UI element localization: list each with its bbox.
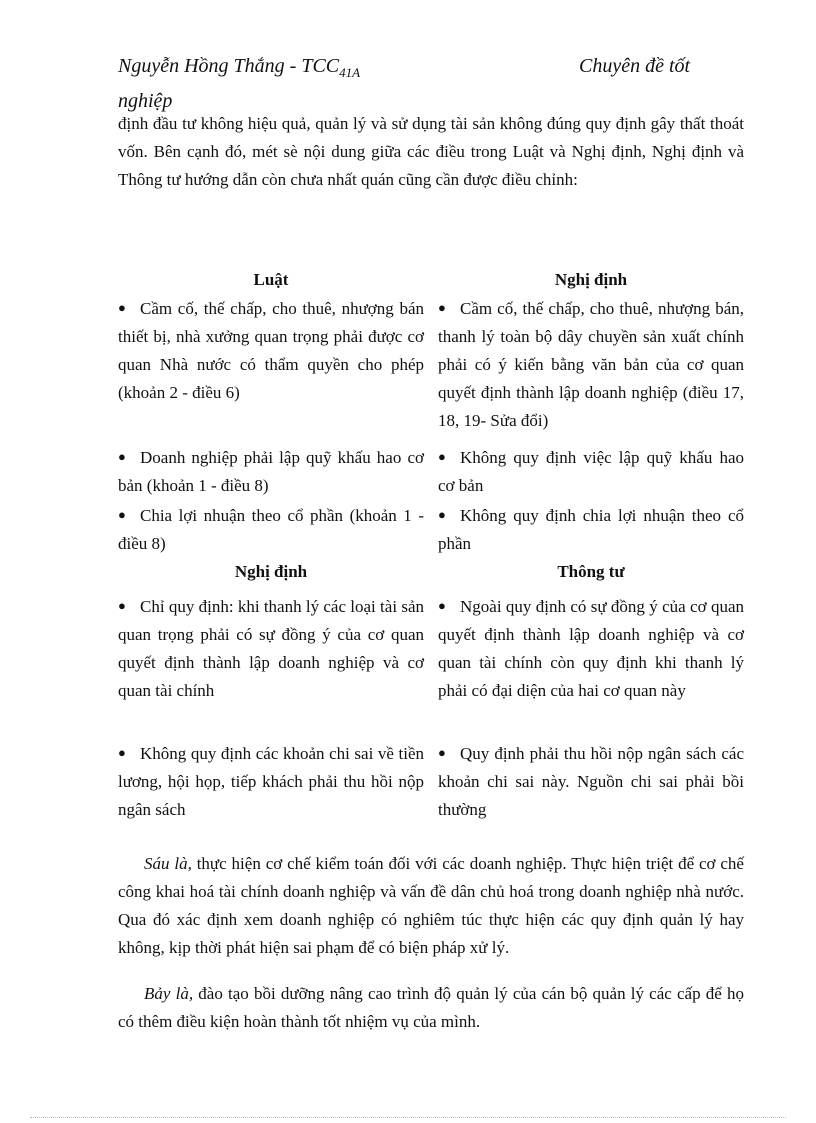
bullet-icon: ●	[438, 300, 446, 315]
bullet-icon: ●	[118, 745, 126, 760]
paragraph-sau-la: Sáu là, thực hiện cơ chế kiểm toán đối với các doanh nghiệp. Thực hiện triệt để cơ chế công khai hoá tài chính doanh nghiệp và vấn đề dân chủ hoá trong doanh nghiệp nhà nước. Qua đó xác định xem doanh nghiệp có nghiêm túc thực hiện các quy định quản lý hay không, kịp thời phát hiện sai phạm để có biện pháp xử lý.	[118, 854, 744, 957]
header-title-wrap: nghiệp	[118, 90, 173, 112]
table2-left-title: Nghị định	[234, 562, 308, 581]
table2-row2-right: ● Quy định phải thu hồi nộp ngân sách các khoản chi sai này. Nguồn chi sai phải bồi thường	[438, 739, 744, 824]
paragraph-lead: Bảy là,	[144, 984, 194, 1003]
table2-row2-left: ● Không quy định các khoản chi sai về tiền lương, hội họp, tiếp khách phải thu hồi nộp ngân sách	[118, 739, 424, 824]
table2-row1-right: ● Ngoài quy định có sự đồng ý của cơ quan quyết định thành lập doanh nghiệp và cơ quan tài chính còn quy định khi thanh lý phải có đại diện của hai cơ quan này	[438, 592, 744, 705]
bullet-icon: ●	[438, 449, 446, 464]
table2-row1-left: ● Chỉ quy định: khi thanh lý các loại tài sản quan trọng phải có sự đồng ý của cơ quan quyết định thành lập doanh nghiệp và cơ quan tài chính	[118, 592, 424, 705]
paragraph-bay-la: Bảy là, đào tạo bồi dưỡng nâng cao trình độ quản lý của cán bộ quản lý các cấp để họ có thêm điều kiện hoàn thành tốt nhiệm vụ của mình.	[118, 984, 744, 1031]
page-header	[118, 52, 718, 115]
table1-row1-right: ● Cầm cố, thế chấp, cho thuê, nhượng bán, thanh lý toàn bộ dây chuyền sản xuất chính phải có ý kiến bằng văn bản của cơ quan quyết định thành lập doanh nghiệp (điều 17, 18, 19- Sửa đổi)	[438, 294, 744, 435]
table1-row2-right: ● Không quy định việc lập quỹ khấu hao cơ bản	[438, 443, 744, 500]
bullet-icon: ●	[438, 507, 446, 522]
table1-right-title: Nghị định	[554, 270, 628, 289]
table1-row1-left: ● Cầm cố, thế chấp, cho thuê, nhượng bán thiết bị, nhà xưởng quan trọng phải được cơ quan Nhà nước có thẩm quyền cho phép (khoản 2 - điều 6)	[118, 294, 424, 407]
table1-row3-left: ● Chia lợi nhuận theo cổ phần (khoản 1 - điều 8)	[118, 501, 424, 558]
bullet-icon: ●	[438, 598, 446, 613]
table2-right-title: Thông tư	[557, 562, 625, 581]
header-title: Chuyên đề tốt	[579, 55, 691, 77]
bullet-icon: ●	[118, 507, 126, 522]
header-author: Nguyễn Hồng Thắng - $TCC_{41A}$	[118, 55, 361, 80]
table1-left-title: Luật	[253, 270, 289, 289]
table1-row3-right: ● Không quy định chia lợi nhuận theo cổ phần	[438, 501, 744, 558]
bullet-icon: ●	[438, 745, 446, 760]
bullet-icon: ●	[118, 300, 126, 315]
table1-row2-left: ● Doanh nghiệp phải lập quỹ khấu hao cơ bản (khoản 1 - điều 8)	[118, 443, 424, 500]
bullet-icon: ●	[118, 449, 126, 464]
bullet-icon: ●	[118, 598, 126, 613]
intro-paragraph: định đầu tư không hiệu quả, quản lý và sử dụng tài sản không đúng quy định gây thất thoát vốn. Bên cạnh đó, mét sè nội dung giữa các điều trong Luật và Nghị định, Nghị định và Thông tư hướng dẫn còn chưa nhất quán cũng cần được điều chỉnh:	[118, 114, 744, 189]
paragraph-lead: Sáu là,	[144, 854, 192, 873]
page-bottom-divider	[30, 1117, 786, 1118]
